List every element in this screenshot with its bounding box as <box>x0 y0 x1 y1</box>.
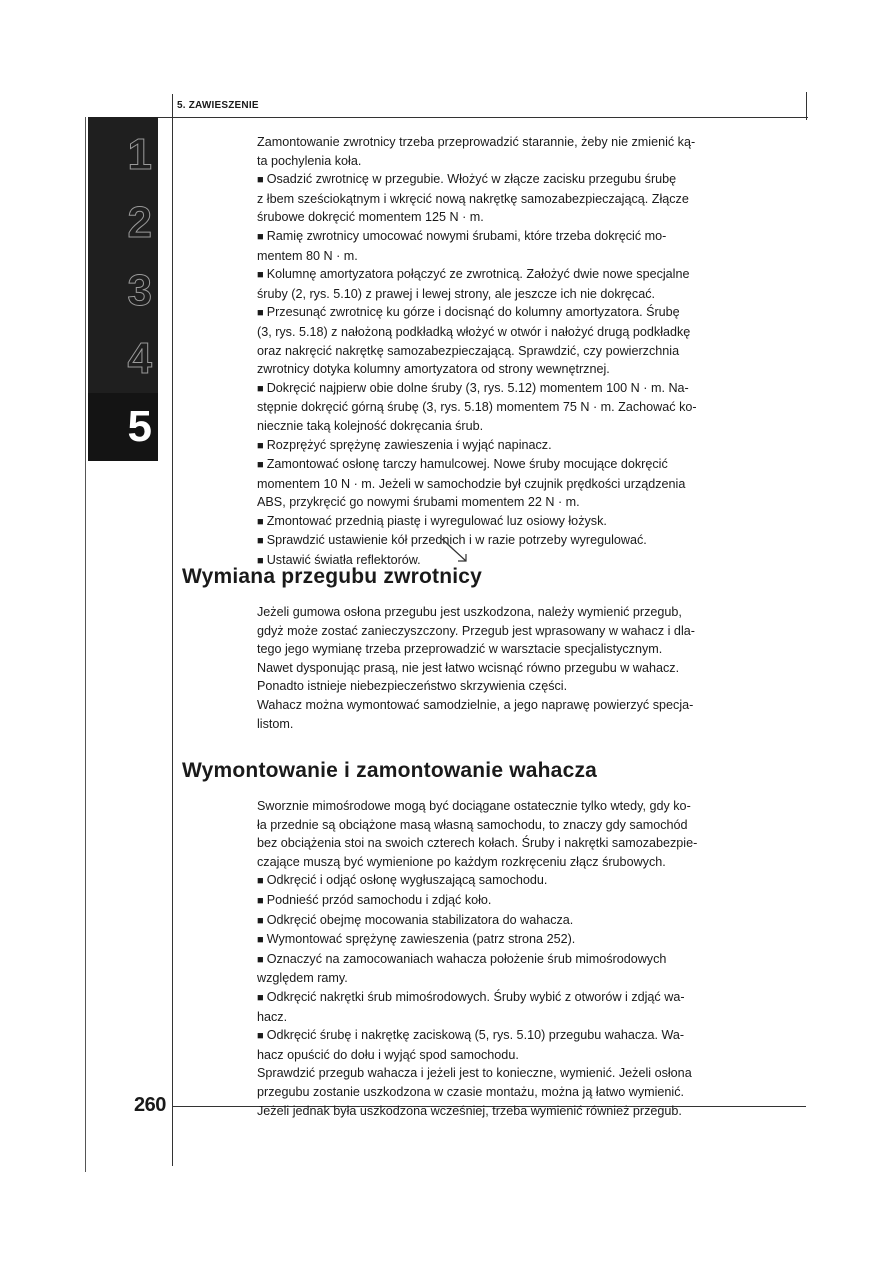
chapter-tab-2[interactable] <box>88 189 158 257</box>
text-line: (3, rys. 5.18) z nałożoną podkładką włożyć w otwór i nałożyć drugą podkładkę <box>257 324 691 339</box>
text-line: gdyż może zostać zanieczyszczony. Przegub jest wprasowany w wahacz i dla- <box>257 623 695 638</box>
section-heading-wymiana: Wymiana przegubu zwrotnicy <box>182 565 483 588</box>
bullet-icon <box>257 990 267 1004</box>
text-line: Zamontowanie zwrotnicy trzeba przeprowadzić starannie, żeby nie zmienić ką- <box>257 135 696 149</box>
pencil-arrow-mark <box>440 537 470 567</box>
text-line: Zamontować osłonę tarczy hamulcowej. Nowe śruby mocujące dokręcić <box>266 457 668 472</box>
text-line: Rozprężyć sprężynę zawieszenia i wyjąć napinacz. <box>266 437 552 452</box>
bullet-icon <box>257 305 267 319</box>
chapter-tab-3[interactable] <box>88 257 158 325</box>
text-line: Ustawić światła reflektorów. <box>266 553 421 568</box>
header-rule <box>158 117 808 118</box>
text-line: Kolumnę amortyzatora połączyć ze zwrotnicą. Założyć dwie nowe specjalne <box>266 267 690 282</box>
text-line: stępnie dokręcić górną śrubę (3, rys. 5.18) momentem 75 N · m. Zachować ko- <box>257 400 697 415</box>
text-line: mentem 80 N · m. <box>257 248 358 263</box>
text-line: hacz. <box>257 1009 288 1024</box>
bullet-icon <box>257 1028 267 1042</box>
bullet-icon <box>257 893 267 907</box>
right-corner-rule <box>806 92 807 120</box>
text-line: śruby (2, rys. 5.10) z prawej i lewej strony, ale jeszcze ich nie dokręcać. <box>257 286 656 301</box>
chapter-tab-5[interactable] <box>88 393 158 461</box>
text-line: momentem 10 N · m. Jeżeli w samochodzie był czujnik prędkości urządzenia <box>257 476 686 491</box>
chapter-tab-column <box>88 117 158 457</box>
bullet-icon <box>257 913 267 927</box>
bullet-icon <box>257 229 267 243</box>
text-line: Przesunąć zwrotnicę ku górze i docisnąć do kolumny amortyzatora. Śrubę <box>266 305 680 320</box>
text-line: tego jego wymianę trzeba przeprowadzić w warsztacie specjalistycznym. <box>257 642 663 657</box>
text-line: oraz nakręcić nakrętkę samozabezpieczającą. Sprawdzić, czy powierzchnia <box>257 343 680 358</box>
text-line: Jeżeli jednak była uszkodzona wcześniej, trzeba wymienić również przegub. <box>257 1103 682 1118</box>
chapter-tab-number: 4 <box>127 334 152 383</box>
text-line: Wahacz można wymontować samodzielnie, a jego naprawę powierzyć specja- <box>257 697 694 712</box>
bullet-icon <box>257 381 267 395</box>
bullet-icon <box>257 438 267 452</box>
chapter-tab-number: 1 <box>127 130 152 179</box>
text-line: hacz opuścić do dołu i wyjąć spod samochodu. <box>257 1047 519 1062</box>
text-line: ABS, przykręcić go nowymi śrubami momentem 22 N · m. <box>257 495 580 510</box>
text-line: czające muszą być wymienione po każdym rozkręceniu złącz śrubowych. <box>257 854 666 869</box>
chapter-tab-number: 3 <box>127 266 152 315</box>
text-line: Jeżeli gumowa osłona przegubu jest uszkodzona, należy wymienić przegub, <box>257 605 682 619</box>
text-line: bez obciążenia stoi na swoich czterech kołach. Śruby i nakrętki samozabezpie- <box>257 836 698 851</box>
text-line: Ponadto istnieje niebezpieczeństwo skrzywienia części. <box>257 679 568 694</box>
text-line: śrubowe dokręcić momentem 125 N · m. <box>257 210 484 225</box>
text-line: zwrotnicy dotyka kolumny amortyzatora od strony wewnętrznej. <box>257 362 610 377</box>
text-line: Odkręcić nakrętki śrub mimośrodowych. Śruby wybić z otworów i zdjąć wa- <box>266 989 685 1004</box>
section3-text <box>257 797 729 1120</box>
left-margin-rule <box>85 117 86 1172</box>
text-line: Sprawdzić ustawienie kół przednich i w razie potrzeby wyregulować. <box>266 533 647 548</box>
text-line: Odkręcić śrubę i nakrętkę zaciskową (5, rys. 5.10) przegubu wahacza. Wa- <box>266 1028 685 1043</box>
text-line: Sworznie mimośrodowe mogą być dociągane ostatecznie tylko wtedy, gdy ko- <box>257 799 691 813</box>
text-line: Wymontować sprężynę zawieszenia (patrz strona 252). <box>266 932 576 947</box>
bullet-icon <box>257 952 267 966</box>
text-line: Sprawdzić przegub wahacza i jeżeli jest to konieczne, wymienić. Jeżeli osłona <box>257 1066 692 1081</box>
text-line: z łbem sześciokątnym i wkręcić nową nakrętkę samozabezpieczającą. Złącze <box>257 191 689 206</box>
section-heading-wahacz: Wymontowanie i zamontowanie wahacza <box>182 759 598 782</box>
text-line: niecznie taką kolejność dokręcania śrub. <box>257 418 484 433</box>
section1-text <box>257 133 729 571</box>
bullet-icon <box>257 533 267 547</box>
text-line: Osadzić zwrotnicę w przegubie. Włożyć w złącze zacisku przegubu śrubę <box>266 172 677 187</box>
running-head: 5. ZAWIESZENIE <box>177 100 259 111</box>
text-line: przegubu zostanie uszkodzona w czasie montażu, można ją łatwo wymienić. <box>257 1084 685 1099</box>
text-line: Nawet dysponując prasą, nie jest łatwo wcisnąć równo przegubu w wahacz. <box>257 660 680 675</box>
text-line: Odkręcić i odjąć osłonę wygłuszającą samochodu. <box>266 873 548 888</box>
text-line: listom. <box>257 716 294 731</box>
text-line: Ramię zwrotnicy umocować nowymi śrubami, które trzeba dokręcić mo- <box>266 228 667 243</box>
bullet-icon <box>257 172 267 186</box>
bullet-icon <box>257 932 267 946</box>
chapter-tab-number: 2 <box>127 198 152 247</box>
chapter-tab-4[interactable] <box>88 325 158 393</box>
text-line: Oznaczyć na zamocowaniach wahacza położenie śrub mimośrodowych <box>266 951 667 966</box>
bullet-icon <box>257 514 267 528</box>
text-line: Odkręcić obejmę mocowania stabilizatora do wahacza. <box>266 912 574 927</box>
text-line: Zmontować przednią piastę i wyregulować luz osiowy łożysk. <box>266 513 607 528</box>
chapter-tab-number: 5 <box>127 402 152 451</box>
section2-text <box>257 603 729 733</box>
text-line: ta pochylenia koła. <box>257 153 362 168</box>
text-line: Dokręcić najpierw obie dolne śruby (3, rys. 5.12) momentem 100 N · m. Na- <box>266 380 689 395</box>
text-line: ła przednie są obciążone masą własną samochodu, to znaczy gdy samochód <box>257 817 688 832</box>
bullet-icon <box>257 873 267 887</box>
text-line: Podnieść przód samochodu i zdjąć koło. <box>266 892 492 907</box>
chapter-tab-1[interactable] <box>88 121 158 189</box>
page-number: 260 <box>134 1094 166 1116</box>
bullet-icon <box>257 267 267 281</box>
text-line: względem ramy. <box>257 971 348 986</box>
bullet-icon <box>257 457 267 471</box>
inner-margin-rule <box>172 94 173 1166</box>
